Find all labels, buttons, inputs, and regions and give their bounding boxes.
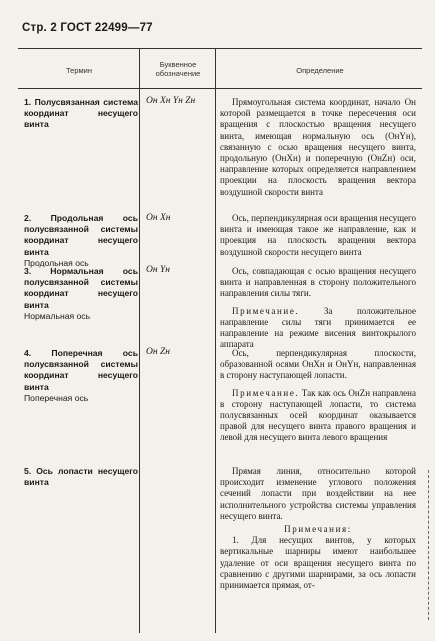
definition-note [220, 388, 416, 444]
table-head-rule [18, 88, 422, 89]
page-header: Стр. 2 ГОСТ 22499—77 [22, 22, 153, 34]
definition-text: Ось, перпендикулярная плоскости, образованной осями OнXн и OнYн, направленная в сторону наступающей лопасти. [220, 348, 416, 381]
margin-dashed-line [428, 470, 429, 620]
definition-note [220, 306, 416, 351]
definition-text: Ось, совпадающая с осью вращения несущего винта и направленная в сторону положительного направления силы тяги. [220, 266, 416, 299]
symbol-row-4: Oн Zн [146, 347, 170, 357]
note-text: За положительное направление силы тяги принимается ее направление на режиме висения винтокрылого аппарата [220, 305, 417, 350]
term-row-3 [24, 266, 138, 322]
term-text: 2. Продольная ось полусвязанной системы координат несущего винта [24, 213, 138, 257]
definition-text: Ось, перпендикулярная оси вращения несущего винта и имеющая такое же направление, как и проекция на плоскость вращения вектора воздушной скорости несущего винта [220, 213, 416, 257]
definition-row-1 [220, 97, 416, 198]
term-text: 4. Поперечная ось полусвязанной системы координат несущего винта [24, 348, 138, 392]
definition-text: Прямая линия, относительно которой происходит изменение углового положения сечений лопасти при воздействии на нее исполнительного устройства системы управления несущего винта. [220, 466, 416, 521]
symbol-row-3: Oн Yн [146, 265, 170, 275]
definition-row-4 [220, 348, 416, 444]
symbol-row-1: Oн Xн Yн Zн [146, 96, 196, 106]
note-label: Примечание. [232, 305, 300, 316]
term-row-4 [24, 348, 138, 404]
definition-row-5 [220, 466, 416, 591]
note-label: Примечание. [232, 387, 300, 398]
column-divider-1 [139, 48, 140, 633]
term-synonym: Нормальная ось [24, 310, 91, 321]
column-divider-2 [215, 48, 216, 633]
term-text: 5. Ось лопасти несущего винта [24, 466, 138, 488]
term-row-1 [24, 97, 138, 131]
symbol-row-2: Oн Xн [146, 213, 171, 223]
notes-label: Примечания: [284, 524, 352, 535]
term-text: 1. Полусвязанная система координат несущего винта [24, 97, 138, 130]
definition-note: 1. Для несущих винтов, у которых вертикальные шарниры имеют наибольшее удаление от оси вращения несущего винта по сравнению с другими шарнирами, за ось лопасти принимается прямая, от- [220, 535, 416, 591]
term-text: 3. Нормальная ось полусвязанной системы координат несущего винта [24, 266, 138, 310]
term-synonym: Продольная ось [24, 257, 89, 268]
definition-text: Прямоугольная система координат, начало Oн которой размещается в точке пересечения оси вращения с плоскостью вращения несущего винта, имеющая нормальную ось (OнYн), связанную с осью вращения несущего винта, продольную (OнXн) и поперечную (OнZн) оси, направление которых определяется направлением проекции на плоскость вращения вектора воздушной скорости винта [220, 97, 416, 197]
table-top-rule [18, 48, 422, 49]
term-row-5 [24, 466, 138, 488]
column-header-term: Термин [66, 66, 92, 75]
column-header-definition: Определение [296, 66, 344, 75]
column-header-symbol: Буквенное обозначение [155, 60, 201, 78]
definition-row-3 [220, 266, 416, 350]
term-row-2 [24, 213, 138, 269]
definition-row-2 [220, 213, 416, 258]
note-text: Так как ось OнZн направлена в сторону наступающей лопасти, то система полусвязанных осей координат оказывается правой для несущего винта правого вращения и левой для несущего винта левого вращения [220, 387, 416, 443]
term-synonym: Поперечная ось [24, 392, 89, 403]
